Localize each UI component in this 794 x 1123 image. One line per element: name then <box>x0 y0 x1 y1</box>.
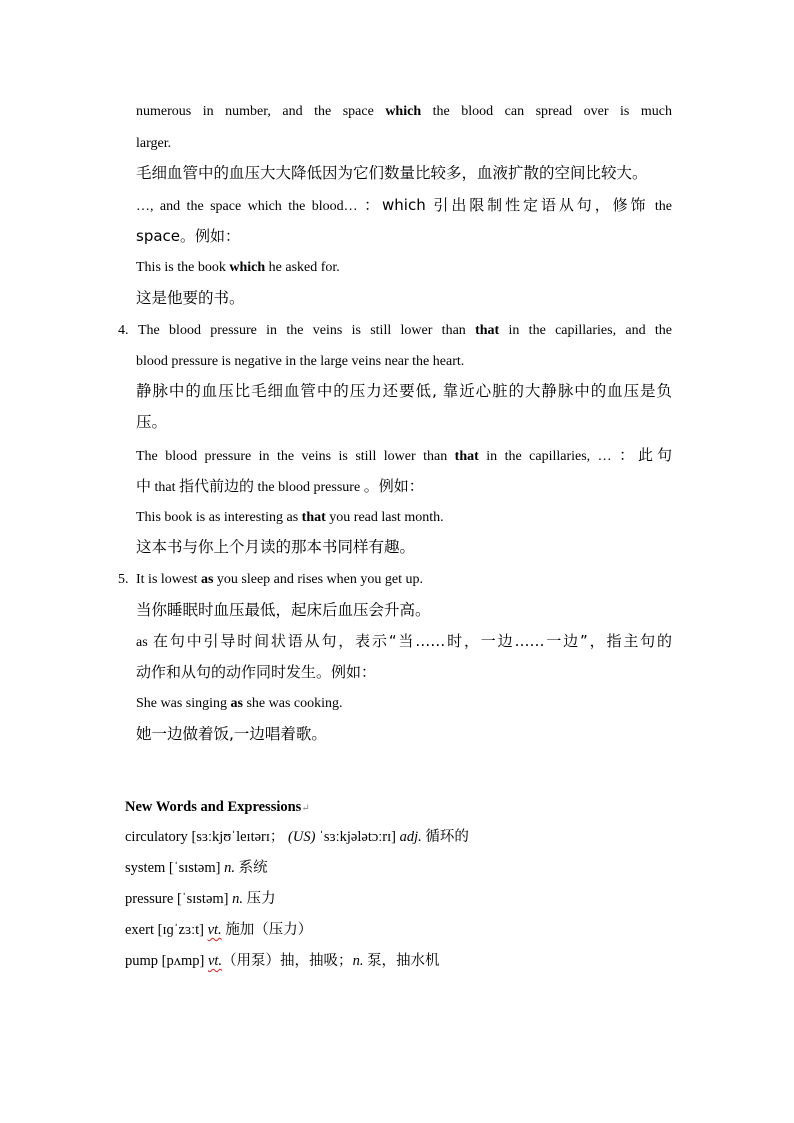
s5-example-english: She was singing as she was cooking. <box>136 696 343 711</box>
s5-grammar-note-line2: 动作和从句的动作同时发生。例如： <box>136 663 377 681</box>
s3-bold-which: which <box>385 104 422 119</box>
vocab-heading: New Words and Expressions↵ <box>125 799 310 815</box>
s3-english-line2: larger. <box>136 136 172 151</box>
s4-example-chinese: 这本书与你上个月读的那本书同样有趣。 <box>136 538 416 556</box>
s4-english-line1: The blood pressure in the veins is still lower than that in the capillaries, and the <box>138 323 672 338</box>
s4-grammar-note-line2: 中 that 指代前边的 the blood pressure 。例如： <box>136 477 424 495</box>
s3-grammar-note-line2: space。例如： <box>136 227 241 245</box>
s3-example-english: This is the book which he asked for. <box>136 260 340 275</box>
vocab-item-exert: exert [ɪɡˈzɜːt] vt. 施加（压力） <box>125 922 313 938</box>
paragraph-mark-icon: ↵ <box>301 803 310 814</box>
s3-english-line1: numerous in number, and the space which the blood can spread over is much <box>136 104 672 119</box>
s4-number: 4. <box>118 323 129 338</box>
s5-chinese-translation: 当你睡眠时血压最低，起床后血压会升高。 <box>136 601 431 619</box>
s5-example-chinese: 她一边做着饭,一边唱着歌。 <box>136 725 327 743</box>
vocab-item-pump: pump [pʌmp] vt.（用泵）抽，抽吸；n. 泵，抽水机 <box>125 953 440 969</box>
spellcheck-underline: vt. <box>207 953 223 969</box>
vocab-item-system: system [ˈsɪstəm] n. 系统 <box>125 860 268 876</box>
s5-english: It is lowest as you sleep and rises when you get up. <box>136 572 423 587</box>
s3-example-chinese: 这是他要的书。 <box>136 289 245 307</box>
s4-grammar-note-line1: The blood pressure in the veins is still lower than that in the capillaries, … ：此句 <box>136 446 672 464</box>
vocab-item-circulatory: circulatory [sɜːkjʊˈleɪtərɪ； (US) ˈsɜːkjələtɔːrɪ] adj. 循环的 <box>125 829 469 845</box>
s4-chinese-line1: 静脉中的血压比毛细血管中的压力还要低, 靠近心脏的大静脉中的血压是负 <box>136 382 672 400</box>
s4-chinese-line2: 压。 <box>136 413 168 431</box>
s5-number: 5. <box>118 572 129 587</box>
s3-chinese-translation: 毛细血管中的血压大大降低因为它们数量比较多，血液扩散的空间比较大。 <box>136 164 648 182</box>
s3-grammar-note-line1: …, and the space which the blood… ：which 引出限制性定语从句，修饰 the <box>136 196 673 214</box>
spellcheck-underline: vt. <box>207 922 222 938</box>
s4-english-line2: blood pressure is negative in the large veins near the heart. <box>136 354 465 369</box>
s4-example-english: This book is as interesting as that you read last month. <box>136 510 444 525</box>
s5-grammar-note-line1: as 在句中引导时间状语从句，表示“当……时，一边……一边”，指主句的 <box>136 632 672 650</box>
vocab-item-pressure: pressure [ˈsɪstəm] n. 压力 <box>125 891 276 907</box>
